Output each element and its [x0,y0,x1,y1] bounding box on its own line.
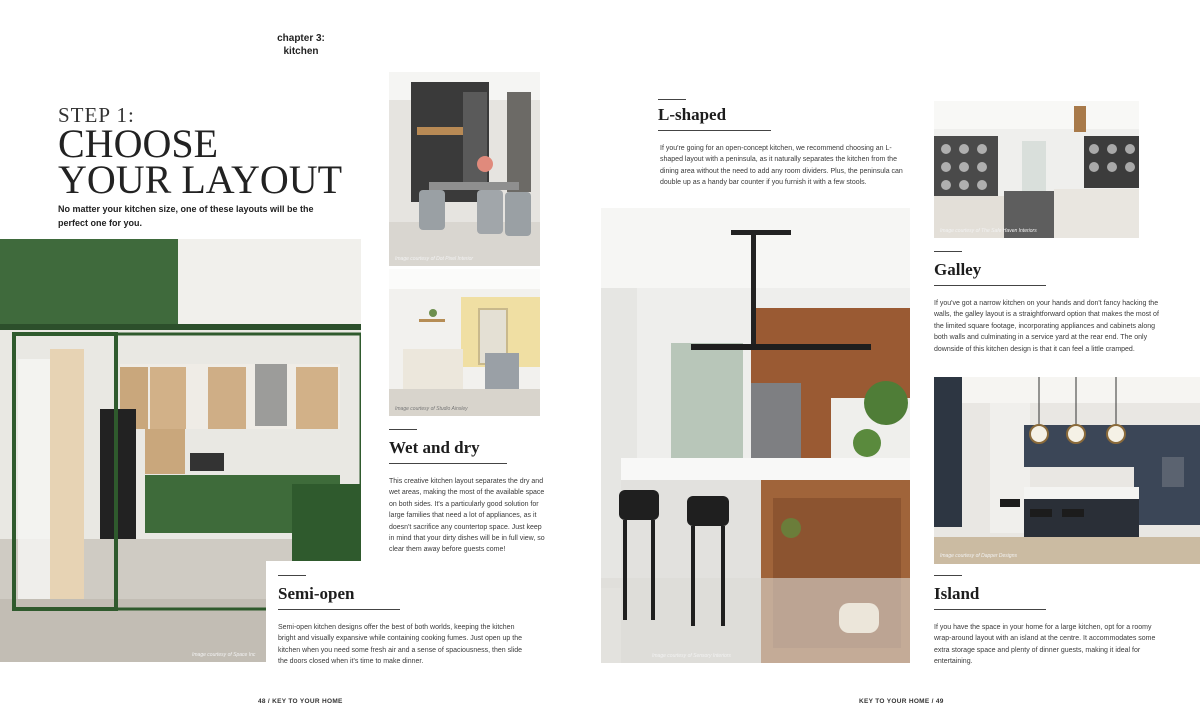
semi-open-photo-credit: Image courtesy of Space Inc [192,652,256,658]
step-label: STEP 1: [58,103,135,127]
galley-kitchen-photo [934,101,1139,238]
chapter-label [262,32,340,58]
island-body: If you have the space in your home for a large kitchen, opt for a roomy wrap-around layout with an island at the centre. It accommodates some extra storage space and plenty of dinner guests, making it ideal for entertaining. [934,624,1156,666]
galley-heading: Galley [934,260,982,279]
semi-open-rule [278,609,400,610]
wet-dry-photo-credit: Image courtesy of Studio Ainsley [395,406,468,412]
l-shaped-kitchen-photo [601,208,910,663]
wet-dry-rule [389,463,507,464]
semi-open-heading: Semi-open [278,584,355,603]
dining-room-photo [389,72,540,266]
island-short-rule [934,575,962,576]
l-shaped-short-rule [658,99,686,100]
page-title-line2: YOUR LAYOUT [58,157,343,202]
page-title-line1: CHOOSE [58,121,219,166]
chapter-name: kitchen [283,46,319,57]
galley-body: If you've got a narrow kitchen on your hands and don't fancy hacking the walls, the galley layout is a straightforward option that makes the most of the limited square footage, incorporating appliances and cabinets along both walls and culminating in a service yard at the rear end. The only downside of this kitchen design is that it can feel a little cramped. [934,300,1159,353]
semi-open-short-rule [278,575,306,576]
left-page-folio: 48 / KEY TO YOUR HOME [258,698,343,705]
semi-open-body: Semi-open kitchen designs offer the best of both worlds, keeping the kitchen bright and visually expansive while containing cooking fumes. Just open up the kitchen when you need some fresh air and a sense of spaciousness, then slide the doors closed when it's time to make dinner. [278,624,522,666]
island-kitchen-photo [934,377,1200,564]
dining-photo-credit: Image courtesy of Dot Pixel Interior [395,256,474,262]
intro-text: No matter your kitchen size, one of these layouts will be the perfect one for you. [58,204,314,228]
right-page-folio: KEY TO YOUR HOME / 49 [859,698,944,705]
island-heading: Island [934,584,980,603]
island-rule [934,609,1046,610]
l-shaped-rule [658,130,771,131]
l-shaped-heading: L-shaped [658,105,727,124]
galley-short-rule [934,251,962,252]
l-shaped-photo-credit: Image courtesy of Sensory Interiors [652,653,731,659]
wet-dry-short-rule [389,429,417,430]
chapter-number: chapter 3: [277,33,325,44]
galley-rule [934,285,1046,286]
wet-dry-body: This creative kitchen layout separates the dry and wet areas, making the most of the available space on both sides. It's a particularly good solution for large families that need a lot of appliances, as it doesn't sacrifice any countertop space. Just keep in mind that your dirty dishes will be in full view, so clear them away before guests come! [389,478,545,554]
l-shaped-body: If you're going for an open-concept kitchen, we recommend choosing an L-shaped layout with a peninsula, as it naturally separates the kitchen from the dining area without the need to add any room dividers. Plus, the peninsula can double up as a handy bar counter if you furnish it with a few stools. [660,145,903,187]
wet-dry-kitchen-photo [389,269,540,416]
island-photo-credit: Image courtesy of Dapper Designs [940,553,1017,559]
wet-dry-heading: Wet and dry [389,438,480,457]
galley-photo-credit: Image courtesy of The Safe Haven Interiors [940,228,1037,234]
